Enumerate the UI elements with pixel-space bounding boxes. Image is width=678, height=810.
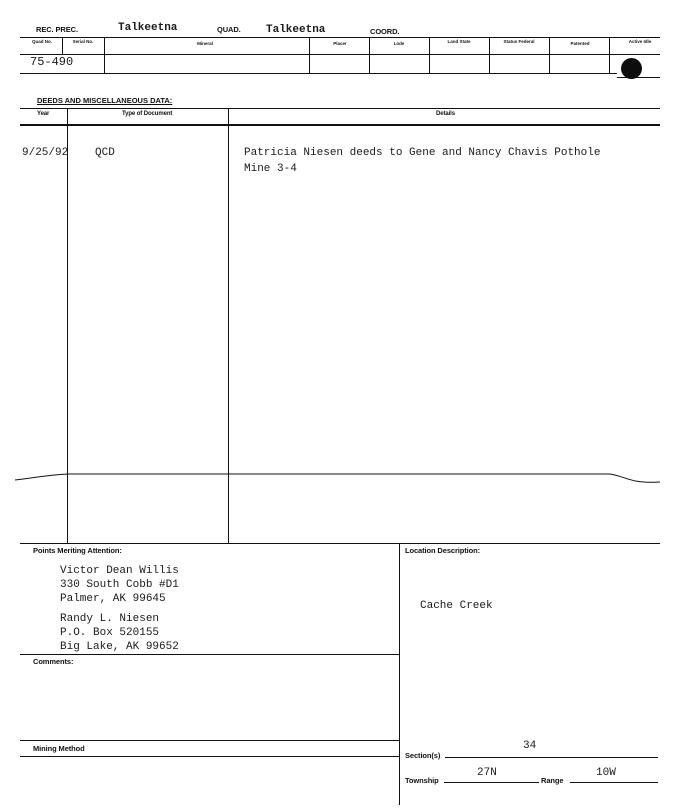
- col-mineral: Mineral: [197, 41, 213, 46]
- location-label: Location Description:: [405, 546, 480, 555]
- col-placer: Placer: [333, 41, 347, 46]
- header-grid-bottom: [20, 73, 617, 74]
- rec-prec-label: REC. PREC.: [36, 25, 78, 34]
- deed-year: 9/25/92: [22, 147, 69, 159]
- deed-type: QCD: [95, 147, 115, 159]
- mining-top-line: [20, 740, 399, 741]
- quad-label: QUAD.: [217, 25, 241, 34]
- contact1-line3: Palmer, AK 99645: [60, 593, 166, 605]
- contact2-line3: Big Lake, AK 99652: [60, 641, 179, 653]
- section-underline: [445, 757, 658, 758]
- coord-label: COORD.: [370, 27, 400, 36]
- col-patented: Patented: [570, 41, 590, 46]
- deed-details-line1: Patricia Niesen deeds to Gene and Nancy Chavis Pothole: [244, 147, 601, 159]
- comments-label: Comments:: [33, 657, 74, 666]
- township-underline: [444, 782, 539, 783]
- deeds-col-details: Details: [436, 111, 455, 117]
- col-divider: [309, 37, 310, 73]
- col-divider: [62, 37, 63, 54]
- header-grid-top: [20, 37, 660, 38]
- quad-value: Talkeetna: [266, 24, 326, 36]
- deeds-header-line: [20, 124, 660, 126]
- section-value: 34: [523, 740, 537, 752]
- active-idle-mark: [621, 58, 642, 79]
- comments-top-line: [20, 654, 399, 655]
- col-divider: [489, 37, 490, 73]
- col-divider: [549, 37, 550, 73]
- quad-serial-value: 75-490: [30, 55, 74, 69]
- mining-label: Mining Method: [33, 744, 85, 753]
- col-divider: [104, 37, 105, 73]
- deed-details-line2: Mine 3-4: [244, 163, 297, 175]
- contact2-line2: P.O. Box 520155: [60, 627, 160, 639]
- mining-bottom-line: [20, 756, 399, 757]
- range-underline: [570, 782, 658, 783]
- township-value: 27N: [477, 767, 497, 779]
- range-value: 10W: [596, 767, 616, 779]
- points-label: Points Meriting Attention:: [33, 546, 122, 555]
- col-divider: [429, 37, 430, 73]
- deeds-top-line: [20, 108, 660, 109]
- bottom-divider: [399, 543, 400, 805]
- header-grid-subline: [20, 54, 660, 55]
- section-label: Section(s): [405, 751, 441, 760]
- col-divider: [609, 37, 610, 73]
- rec-prec-value: Talkeetna: [118, 22, 178, 34]
- header-grid-bottom-right: [617, 77, 660, 78]
- deeds-col-year: Year: [37, 111, 50, 117]
- contact2-line1: Randy L. Niesen: [60, 613, 160, 625]
- location-value: Cache Creek: [420, 600, 493, 612]
- range-label: Range: [541, 776, 564, 785]
- township-label: Township: [405, 776, 439, 785]
- col-serial-no: Serial No.: [72, 39, 94, 44]
- page-fold-line: [0, 460, 678, 500]
- bottom-top-line: [20, 543, 660, 544]
- col-quad-no: Quad No.: [32, 39, 52, 44]
- col-land-state: Land State: [447, 39, 471, 44]
- col-divider: [369, 37, 370, 73]
- contact1-line2: 330 South Cobb #D1: [60, 579, 179, 591]
- contact1-line1: Victor Dean Willis: [60, 565, 179, 577]
- col-status-federal: Status Federal: [503, 39, 535, 44]
- col-lode: Lode: [393, 41, 405, 46]
- deeds-col-type: Type of Document: [122, 111, 173, 117]
- col-active-idle: Active Idle: [628, 39, 652, 44]
- deeds-section-title: DEEDS AND MISCELLANEOUS DATA:: [37, 96, 173, 105]
